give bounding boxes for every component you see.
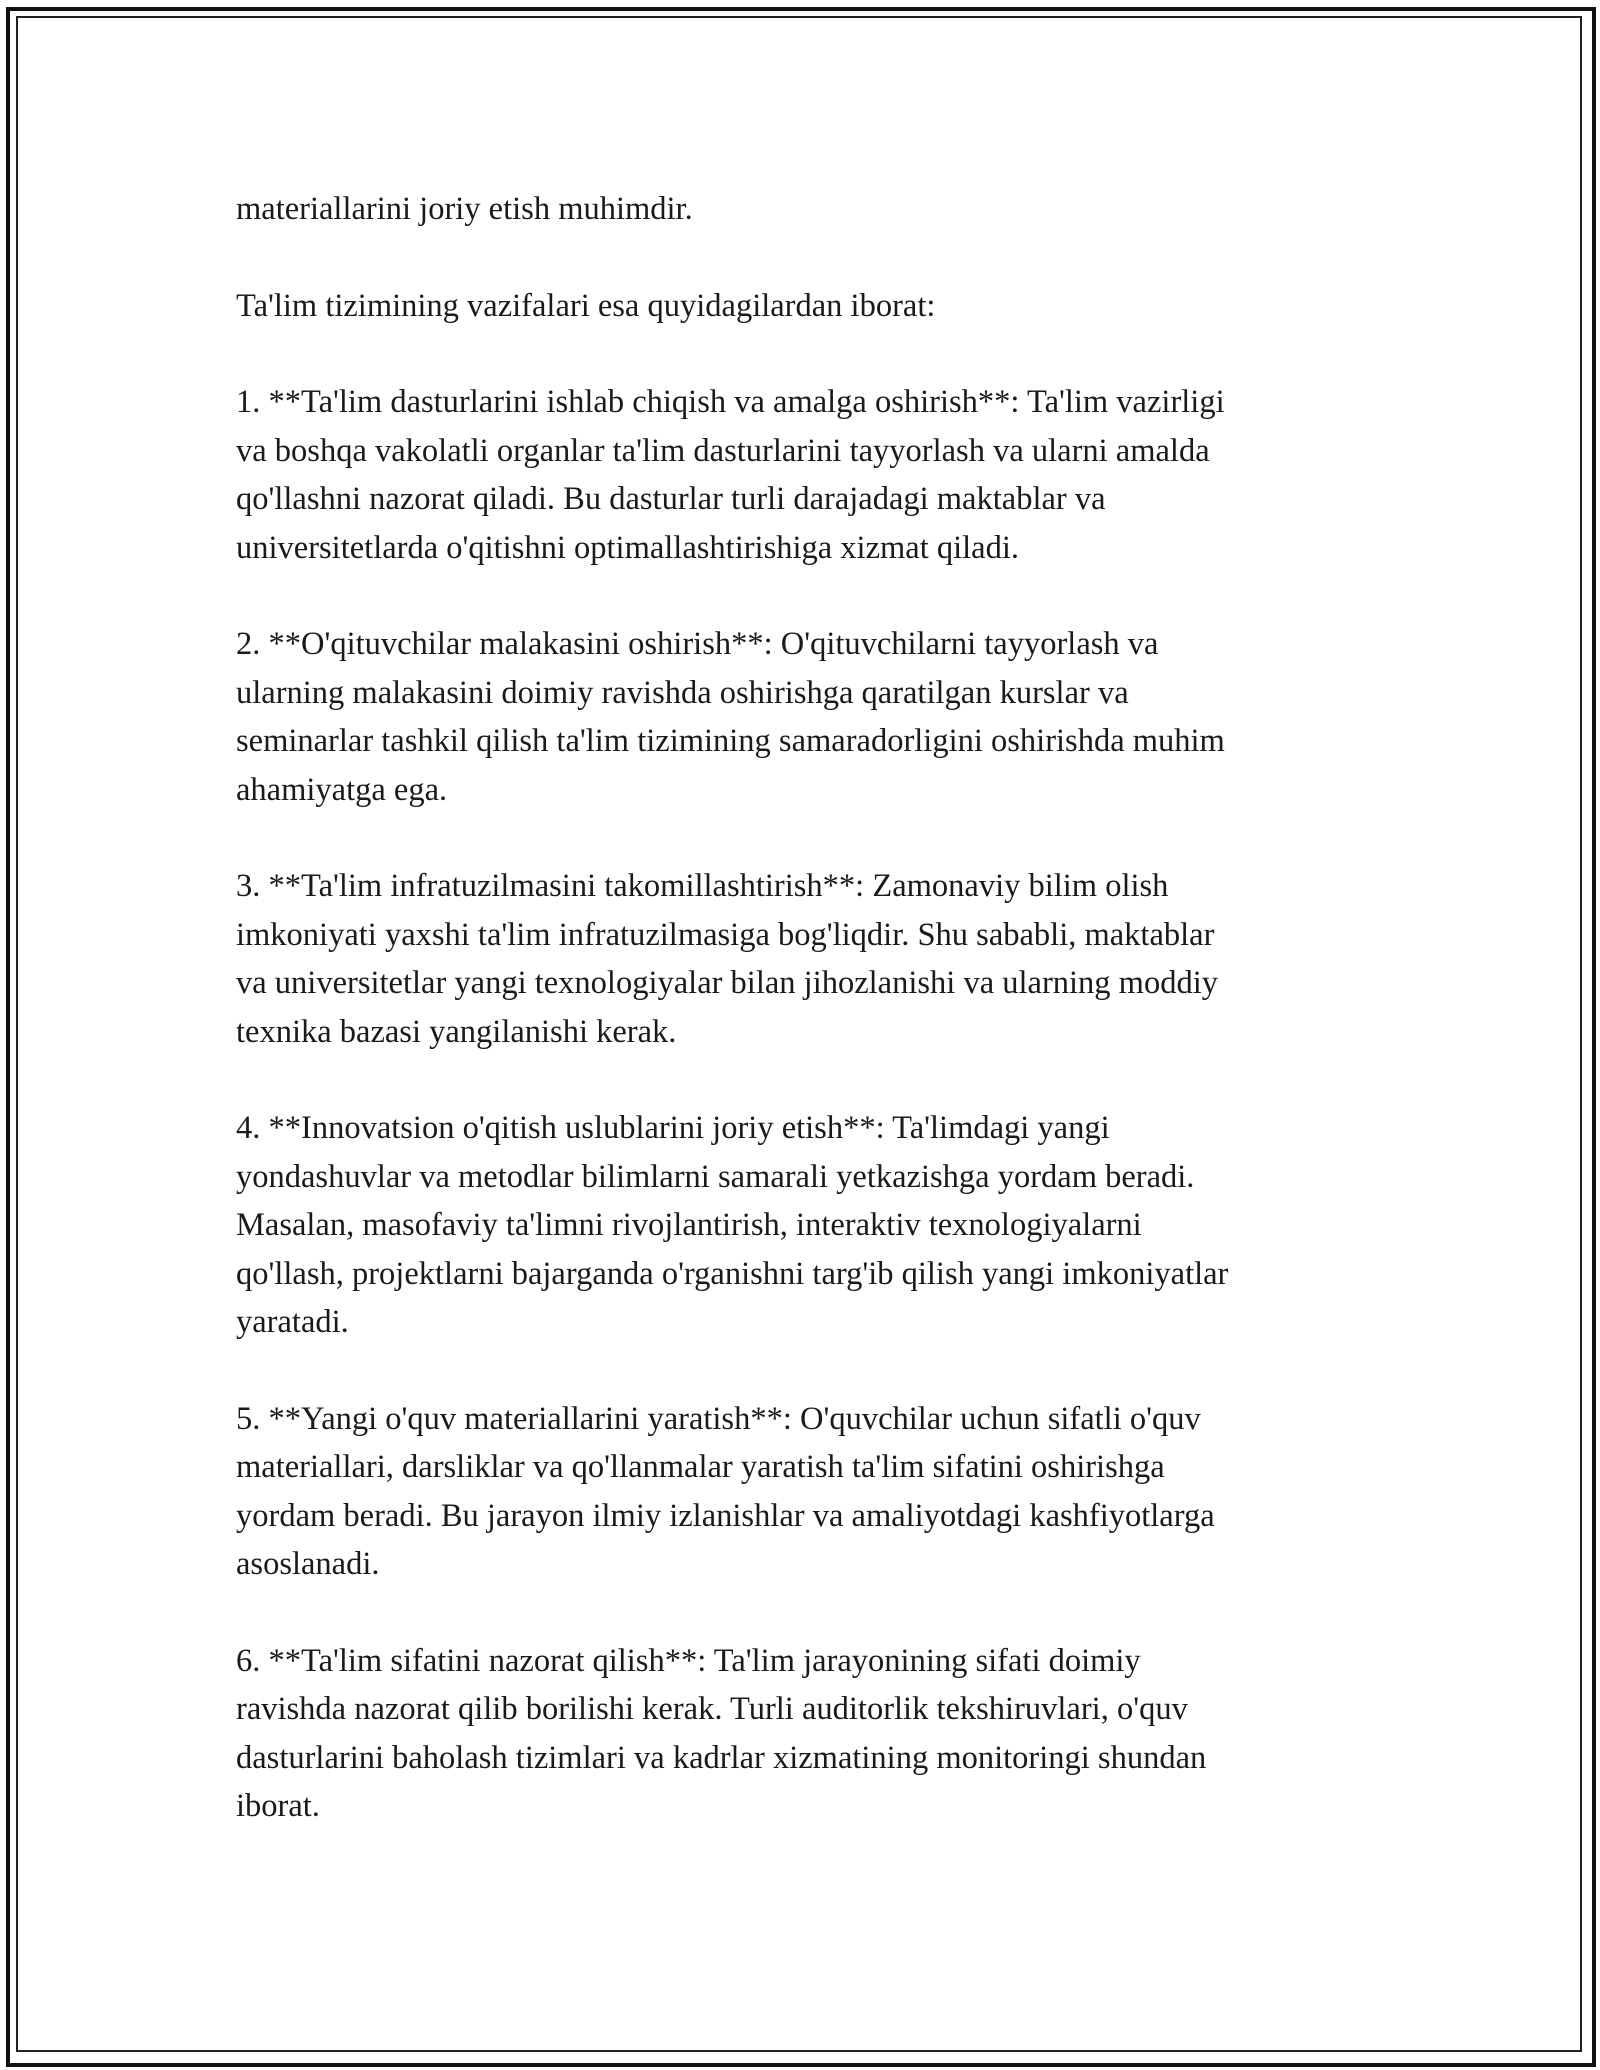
list-item-3: 3. **Ta'lim infratuzilmasini takomillashtirish**: Zamonaviy bilim olish imkoniyati yaxshi ta'lim infratuzilmasiga bog'liqdir. Shu sababli, maktablar va universitetlar yangi texnologiyalar bilan jihozlanishi va ularning moddiy texnika bazasi yangilanishi kerak.	[236, 868, 1218, 1050]
list-item-1: 1. **Ta'lim dasturlarini ishlab chiqish va amalga oshirish**: Ta'lim vazirligi va boshqa vakolatli organlar ta'lim dasturlarini tayyorlash va ularni amalda qo'llashni nazorat qiladi. Bu dasturlar turli darajadagi maktablar va universitetlarda o'qitishni optimallashtirishiga xizmat qiladi.	[236, 384, 1225, 566]
paragraph-intro: Ta'lim tizimining vazifalari esa quyidagilardan iborat:	[236, 287, 936, 324]
list-item-4: 4. **Innovatsion o'qitish uslublarini joriy etish**: Ta'limdagi yangi yondashuvlar va metodlar bilimlarni samarali yetkazishga yordam beradi. Masalan, masofaviy ta'limni rivojlantirish, interaktiv texnologiyalarni qo'llash, projektlarni bajarganda o'rganishni targ'ib qilish yangi imkoniyatlar yaratadi.	[236, 1110, 1229, 1340]
paragraph-continuation: materiallarini joriy etish muhimdir.	[236, 191, 693, 227]
list-item-2: 2. **O'qituvchilar malakasini oshirish**: O'qituvchilarni tayyorlash va ularning malakasini doimiy ravishda oshirishga qaratilgan kurslar va seminarlar tashkil qilish ta'lim tizimining samaradorligini oshirishda muhim ahamiyatga ega.	[236, 626, 1225, 808]
document-body	[236, 185, 1366, 1879]
list-item-5: 5. **Yangi o'quv materiallarini yaratish**: O'quvchilar uchun sifatli o'quv materiallari, darsliklar va qo'llanmalar yaratish ta'lim sifatini oshirishga yordam beradi. Bu jarayon ilmiy izlanishlar va amaliyotdagi kashfiyotlarga asoslanadi.	[236, 1400, 1215, 1582]
list-item-6: 6. **Ta'lim sifatini nazorat qilish**: Ta'lim jarayonining sifati doimiy ravishda nazorat qilib borilishi kerak. Turli auditorlik tekshiruvlari, o'quv dasturlarini baholash tizimlari va kadrlar xizmatining monitoringi shundan iborat.	[236, 1642, 1207, 1824]
